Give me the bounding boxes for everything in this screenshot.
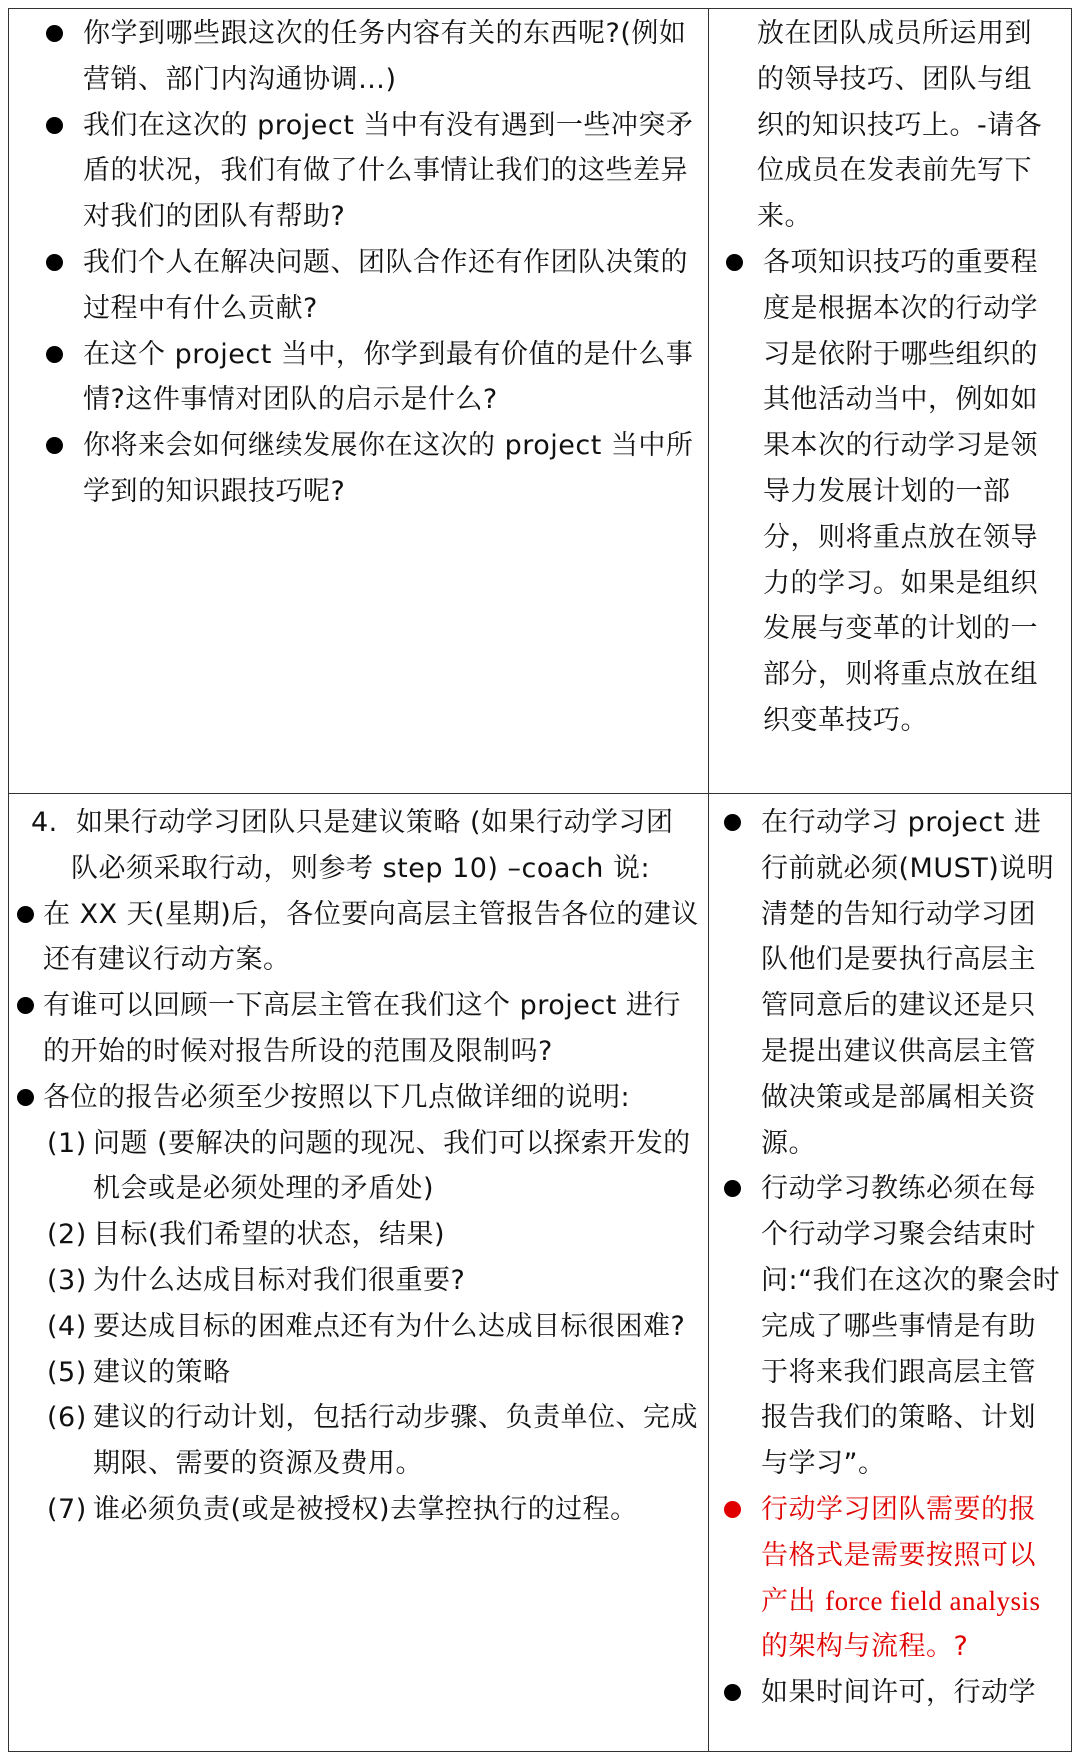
item-text: 目标(我们希望的状态，结果) bbox=[93, 1219, 446, 1251]
list-item: 你学到哪些跟这次的任务内容有关的东西呢?(例如营销、部门内沟通协调…) bbox=[43, 11, 698, 103]
numbered-item bbox=[47, 1395, 700, 1487]
cell-bottom-left bbox=[9, 794, 708, 1752]
numbered-item bbox=[47, 1487, 700, 1533]
item-number: (3) bbox=[47, 1264, 87, 1296]
report-requirements-list bbox=[17, 1121, 700, 1533]
item-text: 建议的策略 bbox=[93, 1356, 231, 1388]
item-text: 谁必须负责(或是被授权)去掌控执行的过程。 bbox=[93, 1493, 638, 1525]
list-item: 各位的报告必须至少按照以下几点做详细的说明: bbox=[17, 1075, 700, 1121]
red-text-prefix: 行动学习团队需要的报告格式是需要按照可以产出 bbox=[761, 1493, 1036, 1617]
item-text: 问题 (要解决的问题的现况、我们可以探索开发的机会或是必须处理的矛盾处) bbox=[93, 1127, 691, 1205]
cell-top-right bbox=[709, 9, 1071, 793]
section-heading-text: 如果行动学习团队只是建议策略 (如果行动学习团队必须采取行动，则参考 step 10) –coach 说: bbox=[71, 807, 674, 884]
list-item: 各项知识技巧的重要程度是根据本次的行动学习是依附于哪些组织的其他活动当中，例如如果本次的行动学习是领导力发展计划的一部分，则将重点放在领导力的学习。如果是组织发展与变革的计划的一部分，则将重点放在组织变革技巧。 bbox=[723, 240, 1059, 744]
list-item: 在这个 project 当中，你学到最有价值的是什么事情?这件事情对团队的启示是什么? bbox=[43, 332, 698, 424]
section-number: 4. bbox=[31, 807, 58, 838]
cell-top-left bbox=[9, 9, 708, 793]
item-text: 建议的行动计划，包括行动步骤、负责单位、完成期限、需要的资源及费用。 bbox=[93, 1402, 698, 1480]
item-text: 要达成目标的困难点还有为什么达成目标很困难? bbox=[93, 1310, 686, 1342]
item-number: (2) bbox=[47, 1219, 87, 1251]
cell-bottom-right bbox=[709, 794, 1071, 1752]
red-text-term: force field analysis bbox=[825, 1585, 1041, 1616]
red-text-suffix: 的架构与流程。? bbox=[761, 1631, 969, 1663]
list-item: 我们在这次的 project 当中有没有遇到一些冲突矛盾的状况，我们有做了什么事情让我们的这些差异对我们的团队有帮助? bbox=[43, 103, 698, 240]
numbered-item bbox=[47, 1304, 700, 1350]
document-table bbox=[8, 8, 1072, 1752]
numbered-item bbox=[47, 1121, 700, 1213]
list-item: 有谁可以回顾一下高层主管在我们这个 project 进行的开始的时候对报告所设的范围及限制吗? bbox=[17, 983, 700, 1075]
item-number: (1) bbox=[47, 1127, 87, 1159]
item-number: (4) bbox=[47, 1310, 87, 1342]
list-item: 行动学习教练必须在每个行动学习聚会结束时问:“我们在这次的聚会时完成了哪些事情是有助于将来我们跟高层主管报告我们的策略、计划与学习”。 bbox=[721, 1166, 1063, 1487]
note-list bbox=[723, 240, 1059, 744]
list-item: 在 XX 天(星期)后，各位要向高层主管报告各位的建议还有建议行动方案。 bbox=[17, 892, 700, 984]
item-number: (7) bbox=[47, 1493, 87, 1525]
numbered-item bbox=[47, 1212, 700, 1258]
coach-statement-list bbox=[17, 892, 700, 1121]
item-number: (6) bbox=[47, 1402, 87, 1434]
numbered-item bbox=[47, 1350, 700, 1396]
list-item: 如果时间许可，行动学 bbox=[721, 1670, 1063, 1716]
numbered-item bbox=[47, 1258, 700, 1304]
continued-note: 放在团队成员所运用到的领导技巧、团队与组织的知识技巧上。-请各位成员在发表前先写下来。 bbox=[757, 18, 1043, 233]
list-item: 在行动学习 project 进行前就必须(MUST)说明清楚的告知行动学习团队他们是要执行高层主管同意后的建议还是只是提出建议供高层主管做决策或是部属相关资源。 bbox=[721, 800, 1063, 1166]
item-number: (5) bbox=[47, 1356, 87, 1388]
section-heading bbox=[17, 800, 700, 892]
guideline-list bbox=[721, 800, 1063, 1716]
item-text: 为什么达成目标对我们很重要? bbox=[93, 1264, 466, 1296]
list-item: 你将来会如何继续发展你在这次的 project 当中所学到的知识跟技巧呢? bbox=[43, 423, 698, 515]
reflection-question-list bbox=[43, 11, 698, 515]
highlighted-list-item bbox=[721, 1487, 1063, 1670]
list-item: 我们个人在解决问题、团队合作还有作团队决策的过程中有什么贡献? bbox=[43, 240, 698, 332]
